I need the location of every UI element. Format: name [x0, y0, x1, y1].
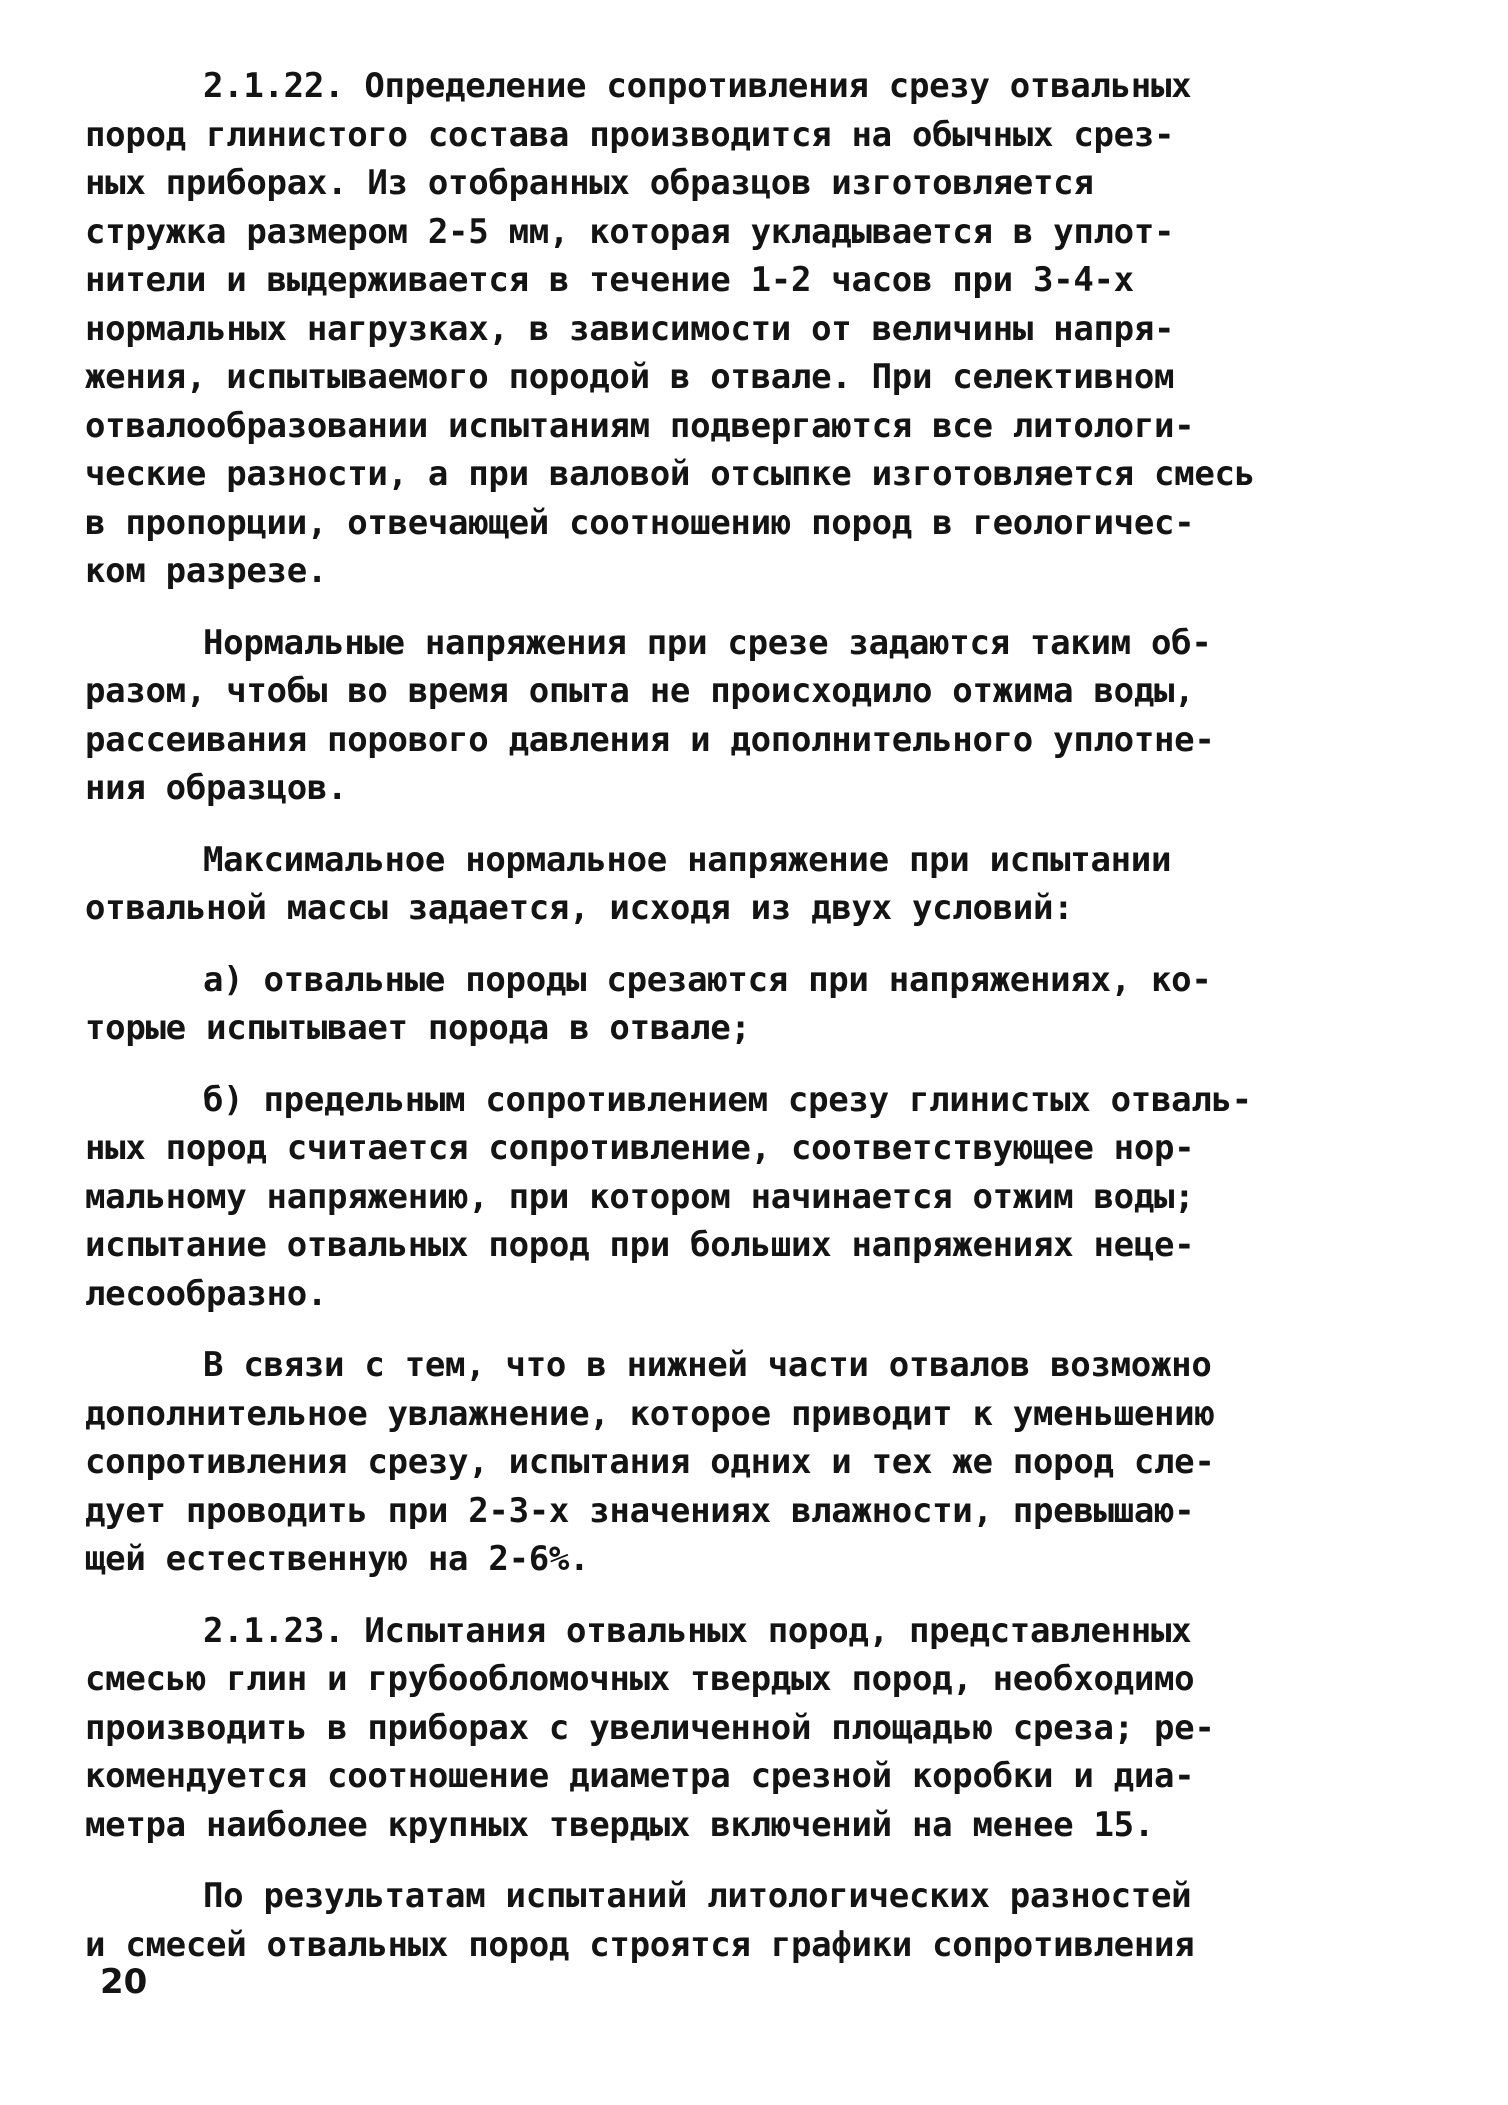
text-line: нители и выдерживается в течение 1-2 часов при 3-4-х: [85, 260, 1134, 300]
text-line: отвальной массы задается, исходя из двух условий:: [85, 888, 1074, 928]
paragraph-normal-stress: [85, 619, 1425, 813]
body-text: [85, 62, 1425, 1992]
text-line: ком разрезе.: [85, 551, 328, 591]
text-line: ных приборах. Из отобранных образцов изготовляется: [85, 163, 1094, 203]
text-line: Нормальные напряжения при срезе задаются таким об-: [203, 622, 1212, 663]
text-line: ния образцов.: [85, 768, 348, 808]
paragraph-max-stress: [85, 836, 1425, 933]
text-line: в пропорции, отвечающей соотношению пород в геологичес-: [85, 502, 1195, 543]
text-line: стружка размером 2-5 мм, которая укладывается в уплот-: [85, 211, 1175, 252]
text-line: дует проводить при 2-3-х значениях влажности, превышаю-: [85, 1490, 1195, 1531]
text-line: производить в приборах с увеличенной площадью среза; ре-: [85, 1707, 1215, 1748]
paragraph-condition-b: [85, 1076, 1425, 1319]
text-line: 2.1.22. Определение сопротивления срезу отвальных: [203, 66, 1192, 106]
text-line: сопротивления срезу, испытания одних и тех же пород сле-: [85, 1442, 1215, 1482]
text-line: торые испытывает порода в отвале;: [85, 1008, 751, 1048]
paragraph-results: [85, 1872, 1425, 1969]
paragraph-condition-a: [85, 956, 1425, 1053]
paragraph-2-1-23: [85, 1607, 1425, 1850]
text-line: ных пород считается сопротивление, соответствующее нор-: [85, 1128, 1195, 1168]
paragraph-moisture: [85, 1341, 1425, 1584]
text-line: пород глинистого состава производится на обычных срез-: [85, 114, 1175, 155]
text-line: отвалообразовании испытаниям подвергаются все литологи-: [85, 405, 1195, 446]
text-line: рассеивания порового давления и дополнительного уплотне-: [85, 719, 1215, 760]
text-line: жения, испытываемого породой в отвале. При селективном: [85, 357, 1175, 397]
text-line: щей естественную на 2-6%.: [85, 1539, 590, 1579]
text-line: комендуется соотношение диаметра срезной коробки и диа-: [85, 1756, 1195, 1796]
text-line: смесью глин и грубообломочных твердых пород, необходимо: [85, 1659, 1195, 1699]
text-line: а) отвальные породы срезаются при напряжениях, ко-: [203, 959, 1212, 1000]
text-line: нормальных нагрузках, в зависимости от величины напря-: [85, 308, 1175, 349]
text-line: б) предельным сопротивлением срезу глинистых отваль-: [203, 1079, 1252, 1120]
text-line: Максимальное нормальное напряжение при испытании: [203, 839, 1172, 880]
text-line: ческие разности, а при валовой отсыпке изготовляется смесь: [85, 454, 1255, 494]
text-line: дополнительное увлажнение, которое приводит к уменьшению: [85, 1393, 1215, 1434]
text-line: и смесей отвальных пород строятся графики сопротивления: [85, 1924, 1195, 1965]
page-number: 20: [100, 1962, 148, 2002]
text-line: В связи с тем, что в нижней части отвалов возможно: [203, 1345, 1212, 1385]
text-line: метра наиболее крупных твердых включений на менее 15.: [85, 1804, 1154, 1845]
text-line: разом, чтобы во время опыта не происходило отжима воды,: [85, 671, 1195, 711]
text-line: мальному напряжению, при котором начинается отжим воды;: [85, 1176, 1195, 1217]
text-line: 2.1.23. Испытания отвальных пород, представленных: [203, 1610, 1192, 1651]
text-line: испытание отвальных пород при больших напряжениях нецe-: [85, 1225, 1195, 1265]
text-line: лесообразно.: [85, 1273, 328, 1314]
paragraph-2-1-22: [85, 62, 1425, 596]
text-line: По результатам испытаний литологических разностей: [203, 1876, 1192, 1916]
